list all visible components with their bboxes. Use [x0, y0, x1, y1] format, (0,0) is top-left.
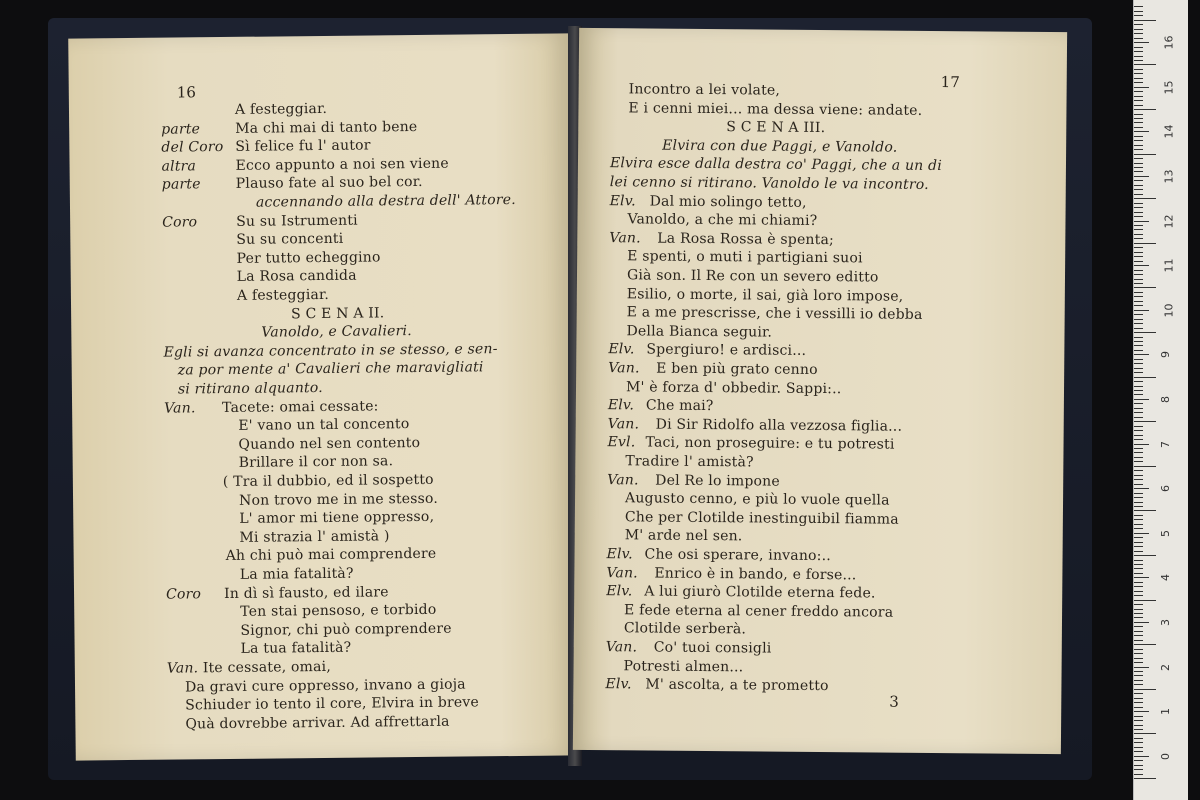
- left-line-9: La Rosa candida: [236, 268, 357, 286]
- ruler-tick: [1134, 662, 1143, 663]
- left-line-24: Ah chi può mai comprendere: [225, 546, 437, 565]
- ruler-tick: [1134, 238, 1143, 239]
- ruler-tick: [1134, 221, 1149, 222]
- ruler-tick: [1134, 229, 1143, 230]
- ruler-tick: [1134, 426, 1143, 427]
- left-line-17: E' vano un tal concento: [238, 416, 410, 435]
- ruler-tick: [1134, 328, 1143, 329]
- right-speaker-32: Elv.: [605, 676, 632, 693]
- ruler-tick: [1134, 399, 1149, 400]
- ruler-tick: [1134, 314, 1143, 315]
- ruler-tick: [1134, 640, 1143, 641]
- left-line-29: La tua fatalità?: [240, 640, 352, 658]
- right-speaker-27: Elv.: [606, 583, 633, 600]
- ruler-tick: [1134, 279, 1143, 280]
- ruler-tick: [1134, 470, 1143, 471]
- ruler-tick: [1134, 243, 1156, 244]
- ruler-tick: [1134, 203, 1143, 204]
- ruler-tick: [1134, 122, 1143, 123]
- ruler-tick: [1134, 644, 1156, 645]
- right-line-25: Che osi sperare, invano:..: [644, 546, 832, 565]
- right-line-18: Di Sir Ridolfo alla vezzosa figlia...: [655, 416, 903, 435]
- ruler-tick: [1134, 403, 1143, 404]
- ruler-tick: [1134, 435, 1143, 436]
- left-line-21: Non trovo me in me stesso.: [238, 490, 439, 509]
- ruler-tick: [1134, 319, 1143, 320]
- ruler-label-9: 9: [1159, 351, 1172, 359]
- ruler-tick: [1134, 64, 1156, 65]
- left-speaker-1: parte: [161, 120, 201, 138]
- right-speaker-8: Van.: [609, 229, 641, 247]
- ruler-tick: [1134, 595, 1143, 596]
- ruler-tick: [1134, 613, 1143, 614]
- ruler-tick: [1134, 747, 1143, 748]
- left-line-3: Ecco appunto a noi sen viene: [235, 155, 449, 174]
- ruler-tick: [1134, 212, 1143, 213]
- ruler-tick: [1134, 475, 1143, 476]
- right-line-12: E a me prescrisse, che i vessilli io debba: [626, 304, 923, 324]
- ruler-tick: [1134, 38, 1143, 39]
- ruler-tick: [1134, 47, 1143, 48]
- ruler-tick: [1134, 270, 1143, 271]
- ruler-tick: [1134, 15, 1143, 16]
- ruler-tick: [1134, 502, 1143, 503]
- right-speaker-18: Van.: [607, 415, 640, 433]
- left-line-5: accennando alla destra dell' Attore.: [255, 191, 516, 211]
- left-line-19: Brillare il cor non sa.: [238, 453, 394, 472]
- ruler-tick: [1134, 140, 1143, 141]
- ruler-tick: [1134, 430, 1143, 431]
- left-line-4: Plauso fate al suo bel cor.: [235, 174, 423, 193]
- left-line-13: Egli si avanza concentrato in se stesso, e sen-: [163, 340, 498, 361]
- ruler-tick: [1134, 136, 1143, 137]
- ruler-tick: [1134, 114, 1143, 115]
- ruler-tick: [1134, 252, 1143, 253]
- right-line-13: Della Bianca seguir.: [626, 323, 773, 341]
- ruler-label-10: 10: [1162, 303, 1176, 318]
- right-line-11: Esilio, o morte, il sai, già loro impose,: [626, 285, 904, 305]
- ruler-tick: [1134, 73, 1143, 74]
- left-line-20: ( Tra il dubbio, ed il sospetto: [222, 471, 434, 491]
- ruler-tick: [1134, 707, 1143, 708]
- ruler-label-15: 15: [1162, 80, 1176, 95]
- ruler-tick: [1134, 42, 1149, 43]
- ruler-tick: [1134, 497, 1143, 498]
- ruler-tick: [1134, 693, 1143, 694]
- ruler-tick: [1134, 586, 1143, 587]
- ruler-tick: [1134, 354, 1149, 355]
- left-line-14: za por mente a' Cavalieri che maravigliati: [177, 359, 484, 379]
- left-line-28: Signor, chi può comprendere: [240, 620, 452, 639]
- right-line-24: M' arde nel sen.: [624, 527, 743, 545]
- ruler-tick: [1134, 82, 1143, 83]
- ruler-tick: [1134, 684, 1143, 685]
- ruler-label-1: 1: [1159, 708, 1172, 716]
- right-speaker-30: Van.: [605, 639, 638, 656]
- ruler-tick: [1134, 359, 1143, 360]
- right-line-5: lei cenno si ritirano. Vanoldo le va incontro.: [609, 174, 929, 193]
- ruler-tick: [1134, 296, 1143, 297]
- ruler-tick: [1134, 484, 1143, 485]
- ruler-tick: [1134, 216, 1143, 217]
- ruler-label-5: 5: [1159, 529, 1172, 537]
- ruler-tick: [1134, 506, 1143, 507]
- ruler-label-13: 13: [1162, 169, 1176, 184]
- ruler-tick: [1134, 265, 1149, 266]
- ruler-tick: [1134, 247, 1143, 248]
- left-line-11: S C E N A II.: [291, 304, 385, 322]
- ruler-tick: [1134, 515, 1143, 516]
- ruler-tick: [1134, 751, 1143, 752]
- right-speaker-6: Elv.: [609, 192, 636, 209]
- ruler-tick: [1134, 118, 1143, 119]
- ruler-tick: [1134, 51, 1143, 52]
- ruler-label-8: 8: [1159, 395, 1172, 403]
- right-line-9: E spenti, o muti i partigiani suoi: [627, 248, 863, 267]
- ruler-tick: [1134, 386, 1143, 387]
- ruler-tick: [1134, 675, 1143, 676]
- left-line-32: Schiuder io tento il core, Elvira in breve: [185, 694, 480, 714]
- ruler-label-3: 3: [1159, 618, 1172, 626]
- right-line-1: E i cenni miei... ma dessa viene: andate.: [628, 99, 923, 119]
- ruler-tick: [1134, 725, 1143, 726]
- left-speaker-2: del Coro: [161, 139, 224, 156]
- ruler-tick: [1134, 609, 1143, 610]
- ruler-tick: [1134, 350, 1143, 351]
- ruler-tick: [1134, 372, 1143, 373]
- ruler-tick: [1134, 78, 1143, 79]
- right-line-15: E ben più grato cenno: [656, 360, 818, 378]
- right-line-14: Spergiuro! e ardisci...: [646, 341, 807, 360]
- ruler-tick: [1134, 33, 1143, 34]
- ruler-tick: [1134, 127, 1143, 128]
- ruler-tick: [1134, 194, 1143, 195]
- ruler-tick: [1134, 96, 1143, 97]
- left-line-12: Vanoldo, e Cavalieri.: [261, 323, 412, 341]
- right-line-20: Tradire l' amistà?: [625, 453, 754, 471]
- ruler-tick: [1134, 738, 1143, 739]
- left-line-26: In dì sì fausto, ed ilare: [223, 583, 389, 602]
- ruler-tick: [1134, 234, 1143, 235]
- ruler-tick: [1134, 421, 1156, 422]
- ruler-tick: [1134, 560, 1143, 561]
- left-line-6: Su su Istrumenti: [236, 212, 358, 230]
- ruler-tick: [1134, 577, 1149, 578]
- right-speaker-21: Van.: [607, 471, 639, 489]
- ruler-tick: [1134, 711, 1149, 712]
- right-line-7: Vanoldo, a che mi chiami?: [627, 211, 818, 230]
- right-line-31: Potresti almen...: [623, 657, 744, 675]
- ruler-tick: [1134, 345, 1143, 346]
- ruler-tick: [1134, 510, 1156, 511]
- ruler-tick: [1134, 533, 1149, 534]
- ruler-tick: [1134, 189, 1143, 190]
- ruler-tick: [1134, 493, 1143, 494]
- ruler-tick: [1134, 310, 1149, 311]
- right-line-32: M' ascolta, a te prometto: [645, 676, 829, 695]
- ruler-label-4: 4: [1159, 574, 1172, 582]
- ruler-tick: [1134, 323, 1143, 324]
- right-line-3: Elvira con due Paggi, e Vanoldo.: [662, 137, 898, 156]
- right-line-21: Del Re lo impone: [655, 472, 780, 490]
- ruler-tick: [1134, 332, 1156, 333]
- page-number-right: 17: [940, 73, 960, 92]
- ruler-label-14: 14: [1162, 124, 1176, 139]
- ruler-tick: [1134, 163, 1143, 164]
- ruler-tick: [1134, 537, 1143, 538]
- ruler-tick: [1134, 131, 1149, 132]
- ruler-tick: [1134, 649, 1143, 650]
- ruler-tick: [1134, 551, 1143, 552]
- left-speaker-4: parte: [161, 176, 201, 194]
- ruler-tick: [1134, 591, 1143, 592]
- left-page: [68, 33, 576, 760]
- left-line-8: Per tutto echeggino: [236, 249, 381, 267]
- ruler-tick: [1134, 100, 1143, 101]
- left-line-7: Su su concenti: [236, 230, 344, 249]
- ruler-tick: [1134, 635, 1143, 636]
- ruler-tick: [1134, 452, 1143, 453]
- ruler-tick: [1134, 778, 1156, 779]
- ruler-tick: [1134, 742, 1143, 743]
- left-line-16: Tacete: omai cessate:: [222, 398, 379, 416]
- ruler-tick: [1134, 417, 1143, 418]
- ruler-tick: [1134, 154, 1156, 155]
- ruler-label-6: 6: [1159, 485, 1172, 493]
- right-line-10: Già son. Il Re con un severo editto: [626, 267, 879, 286]
- ruler-tick: [1134, 733, 1156, 734]
- ruler-tick: [1134, 524, 1143, 525]
- measurement-ruler: [1133, 0, 1188, 800]
- ruler-tick: [1134, 667, 1149, 668]
- left-line-15: si ritirano alquanto.: [177, 379, 323, 398]
- right-speaker-14: Elv.: [608, 341, 635, 358]
- ruler-label-2: 2: [1159, 663, 1172, 671]
- ruler-tick: [1134, 720, 1143, 721]
- left-speaker-26: Coro: [165, 585, 202, 603]
- ruler-tick: [1134, 171, 1143, 172]
- right-line-6: Dal mio solingo tetto,: [649, 193, 807, 211]
- ruler-tick: [1134, 167, 1143, 168]
- ruler-tick: [1134, 760, 1143, 761]
- ruler-tick: [1134, 765, 1143, 766]
- ruler-tick: [1134, 145, 1143, 146]
- right-line-28: E fede eterna al cener freddo ancora: [624, 602, 894, 621]
- ruler-label-7: 7: [1159, 440, 1172, 448]
- ruler-tick: [1134, 377, 1156, 378]
- left-line-1: Ma chi mai di tanto bene: [235, 118, 418, 137]
- ruler-tick: [1134, 448, 1143, 449]
- ruler-tick: [1134, 564, 1143, 565]
- ruler-tick: [1134, 29, 1143, 30]
- right-line-2: S C E N A III.: [726, 119, 826, 137]
- ruler-tick: [1134, 225, 1143, 226]
- right-line-27: A lui giurò Clotilde eterna fede.: [644, 583, 876, 602]
- ruler-tick: [1134, 105, 1143, 106]
- right-line-0: Incontro a lei volate,: [628, 81, 781, 99]
- ruler-label-16: 16: [1162, 35, 1176, 50]
- ruler-tick: [1134, 689, 1156, 690]
- ruler-tick: [1134, 198, 1156, 199]
- ruler-tick: [1134, 604, 1143, 605]
- ruler-tick: [1134, 466, 1156, 467]
- ruler-tick: [1134, 528, 1143, 529]
- ruler-tick: [1134, 488, 1149, 489]
- ruler-tick: [1134, 337, 1143, 338]
- right-line-8: La Rosa Rossa è spenta;: [657, 230, 835, 248]
- ruler-tick: [1134, 24, 1143, 25]
- ruler-tick: [1134, 341, 1143, 342]
- ruler-tick: [1134, 600, 1156, 601]
- ruler-tick: [1134, 6, 1143, 7]
- ruler-tick: [1134, 20, 1156, 21]
- ruler-tick: [1134, 287, 1156, 288]
- ruler-tick: [1134, 412, 1143, 413]
- ruler-tick: [1134, 519, 1143, 520]
- ruler-tick: [1134, 774, 1143, 775]
- ruler-tick: [1134, 546, 1143, 547]
- right-line-22: Augusto cenno, e più lo vuole quella: [624, 490, 890, 509]
- ruler-tick: [1134, 479, 1143, 480]
- ruler-tick: [1134, 461, 1143, 462]
- ruler-tick: [1134, 622, 1149, 623]
- left-line-18: Quando nel sen contento: [238, 434, 421, 453]
- left-line-2: Sì felice fu l' autor: [235, 137, 371, 156]
- ruler-tick: [1134, 207, 1143, 208]
- signature-mark: 3: [889, 692, 899, 711]
- ruler-tick: [1134, 149, 1143, 150]
- ruler-label-12: 12: [1162, 214, 1176, 228]
- left-line-22: L' amor mi tiene oppresso,: [239, 509, 435, 528]
- ruler-tick: [1134, 698, 1143, 699]
- ruler-tick: [1134, 542, 1143, 543]
- ruler-tick: [1134, 671, 1143, 672]
- right-line-30: Co' tuoi consigli: [653, 639, 772, 657]
- ruler-tick: [1134, 381, 1143, 382]
- ruler-tick: [1134, 408, 1143, 409]
- ruler-tick: [1134, 274, 1143, 275]
- left-line-10: A festeggiar.: [236, 286, 330, 304]
- left-line-0: A festeggiar.: [234, 100, 328, 118]
- ruler-tick: [1134, 626, 1143, 627]
- ruler-tick: [1134, 390, 1143, 391]
- right-speaker-25: Elv.: [606, 546, 633, 563]
- ruler-tick: [1134, 702, 1143, 703]
- ruler-tick: [1134, 658, 1143, 659]
- ruler-tick: [1134, 256, 1143, 257]
- ruler-tick: [1134, 363, 1143, 364]
- left-speaker-16: Van.: [164, 399, 196, 417]
- ruler-tick: [1134, 305, 1143, 306]
- right-line-17: Che mai?: [645, 397, 714, 415]
- left-line-31: Da gravi cure oppresso, invano a gioja: [184, 676, 466, 696]
- ruler-tick: [1134, 56, 1143, 57]
- ruler-tick: [1134, 109, 1156, 110]
- right-speaker-19: Evl.: [607, 434, 636, 451]
- right-line-29: Clotilde serberà.: [623, 620, 747, 638]
- right-line-26: Enrico è in bando, e forse...: [654, 565, 857, 583]
- ruler-label-11: 11: [1162, 258, 1176, 273]
- right-speaker-15: Van.: [608, 360, 640, 377]
- ruler-tick: [1134, 261, 1143, 262]
- left-speaker-6: Coro: [162, 213, 198, 231]
- ruler-tick: [1134, 653, 1143, 654]
- ruler-tick: [1134, 292, 1143, 293]
- ruler-tick: [1134, 394, 1143, 395]
- ruler-tick: [1134, 185, 1143, 186]
- ruler-tick: [1134, 756, 1149, 757]
- ruler-tick: [1134, 87, 1149, 88]
- ruler-tick: [1134, 283, 1143, 284]
- ruler-tick: [1134, 60, 1143, 61]
- ruler-tick: [1134, 617, 1143, 618]
- right-line-4: Elvira esce dalla destra co' Paggi, che a un di: [609, 155, 942, 175]
- ruler-tick: [1134, 582, 1143, 583]
- ruler-tick: [1134, 176, 1149, 177]
- left-line-23: Mi strazia l' amistà ): [239, 528, 390, 546]
- ruler-tick: [1134, 69, 1143, 70]
- ruler-tick: [1134, 716, 1143, 717]
- right-line-19: Taci, non proseguire: e tu potresti: [645, 434, 895, 454]
- left-line-33: Quà dovrebbe arrivar. Ad affrettarla: [185, 713, 450, 733]
- ruler-tick: [1134, 568, 1143, 569]
- ruler-tick: [1134, 368, 1143, 369]
- left-speaker-30: Van.: [166, 660, 199, 677]
- left-speaker-3: altra: [161, 158, 197, 175]
- right-speaker-26: Van.: [606, 564, 638, 582]
- right-line-23: Che per Clotilde inestinguibil fiamma: [624, 509, 899, 528]
- ruler-tick: [1134, 301, 1143, 302]
- ruler-tick: [1134, 680, 1143, 681]
- left-line-30: Ite cessate, omai,: [202, 658, 332, 677]
- ruler-tick: [1134, 457, 1143, 458]
- right-speaker-17: Elv.: [607, 397, 635, 414]
- ruler-tick: [1134, 91, 1143, 92]
- ruler-label-0: 0: [1159, 752, 1172, 760]
- page-number-left: 16: [176, 83, 196, 102]
- ruler-tick: [1134, 180, 1143, 181]
- ruler-tick: [1134, 444, 1149, 445]
- ruler-tick: [1134, 11, 1143, 12]
- ruler-tick: [1134, 158, 1143, 159]
- right-page: [573, 28, 1067, 754]
- ruler-tick: [1134, 555, 1156, 556]
- ruler-tick: [1134, 631, 1143, 632]
- ruler-tick: [1134, 769, 1143, 770]
- right-line-16: M' è forza d' obbedir. Sappi:..: [625, 378, 842, 397]
- ruler-tick: [1134, 439, 1143, 440]
- left-line-27: Ten stai pensoso, e torbido: [240, 602, 437, 621]
- ruler-tick: [1134, 573, 1143, 574]
- left-line-25: La mia fatalità?: [239, 565, 354, 583]
- ruler-tick: [1134, 729, 1143, 730]
